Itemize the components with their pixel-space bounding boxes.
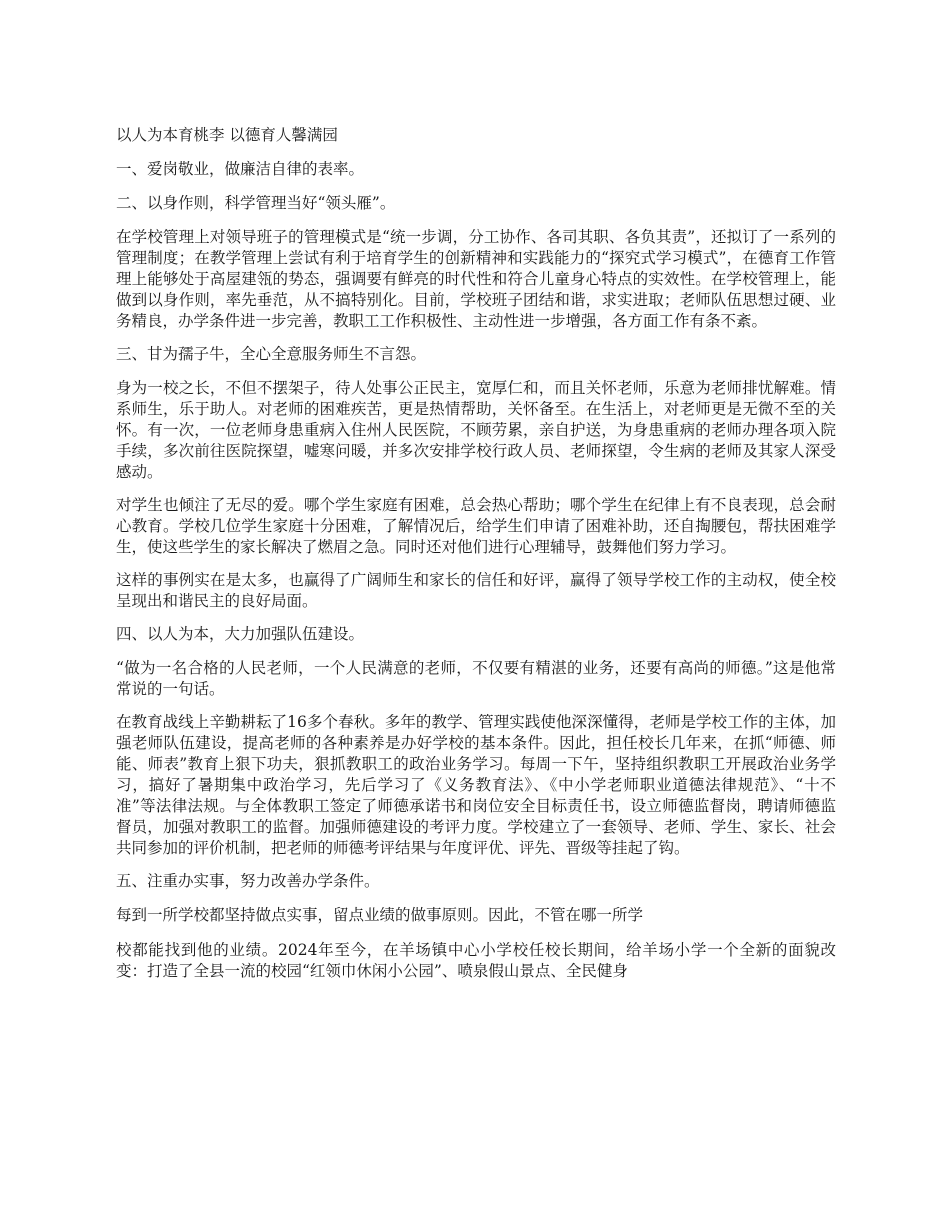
body-paragraph: 对学生也倾注了无尽的爱。哪个学生家庭有困难，总会热心帮助；哪个学生在纪律上有不良表现，总会耐心教育。学校几位学生家庭十分困难，了解情况后，给学生们申请了困难补助，还自掏腰包，帮扶困难学生，使这些学生的家长解决了燃眉之急。同时还对他们进行心理辅导，鼓舞他们努力学习。 [116,496,836,556]
section-heading-1: 一、爱岗敬业，做廉洁自律的表率。 [116,160,365,178]
document-title: 以人为本育桃李 以德育人馨满园 [116,126,338,144]
body-paragraph: 身为一校之长，不但不摆架子，待人处事公正民主，宽厚仁和，而且关怀老师，乐意为老师排忧解难。情系师生，乐于助人。对老师的困难疾苦，更是热情帮助，关怀备至。在生活上，对老师更是无微不至的关怀。有一次，一位老师身患重病入住州人民医院，不顾劳累，亲自护送，为身患重病的老师办理各项入院手续，多次前往医院探望，嘘寒问暖，并多次安排学校行政人员、老师探望，令生病的老师及其家人深受感动。 [116,379,836,481]
section-heading-4: 四、以人为本，大力加强队伍建设。 [116,625,365,643]
body-paragraph: 在学校管理上对领导班子的管理模式是“统一步调，分工协作、各司其职、各负其责”，还拟订了一系列的管理制度；在教学管理上尝试有利于培育学生的创新精神和实践能力的“探究式学习模式”，在德育工作管理上能够处于高屋建瓴的势态，强调要有鲜亮的时代性和符合儿童身心特点的实效性。在学校管理上，能做到以身作则，率先垂范，从不搞特别化。目前，学校班子团结和谐，求实进取；老师队伍思想过硬、业务精良，办学条件进一步完善，教职工工作积极性、主动性进一步增强，各方面工作有条不紊。 [116,228,836,330]
body-paragraph: 这样的事例实在是太多，也赢得了广阔师生和家长的信任和好评，赢得了领导学校工作的主动权，使全校呈现出和谐民主的良好局面。 [116,571,836,610]
body-paragraph: 每到一所学校都坚持做点实事，留点业绩的做事原则。因此，不管在哪一所学 [116,906,644,924]
body-paragraph: 在教育战线上辛勤耕耘了16多个春秋。多年的教学、管理实践使他深深懂得，老师是学校工作的主体，加强老师队伍建设，提高老师的各种素养是办好学校的基本条件。因此，担任校长几年来，在抓“师德、师能、师表”教育上狠下功夫，狠抓教职工的政治业务学习。每周一下午，坚持组织教职工开展政治业务学习，搞好了暑期集中政治学习，先后学习了《义务教育法》、《中小学老师职业道德法律规范》、“十不准”等法律法规。与全体教职工签定了师德承诺书和岗位安全目标责任书，设立师德监督岗，聘请师德监督员，加强对教职工的监督。加强师德建设的考评力度。学校建立了一套领导、老师、学生、家长、社会共同参加的评价机制，把老师的师德考评结果与年度评优、评先、晋级等挂起了钩。 [116,713,836,857]
section-heading-3: 三、甘为孺子牛，全心全意服务师生不言怨。 [116,345,427,363]
section-heading-5: 五、注重办实事，努力改善办学条件。 [116,872,380,890]
section-heading-2: 二、以身作则，科学管理当好“领头雁”。 [116,194,396,212]
body-paragraph: 校都能找到他的业绩。2024年至今，在羊场镇中心小学校任校长期间，给羊场小学一个全新的面貌改变：打造了全县一流的校园“红领巾休闲小公园”、喷泉假山景点、全民健身 [116,941,836,980]
quote-paragraph: “做为一名合格的人民老师，一个人民满意的老师，不仅要有精湛的业务，还要有高尚的师德。”这是他常常说的一句话。 [116,659,836,698]
document-page [116,125,836,994]
